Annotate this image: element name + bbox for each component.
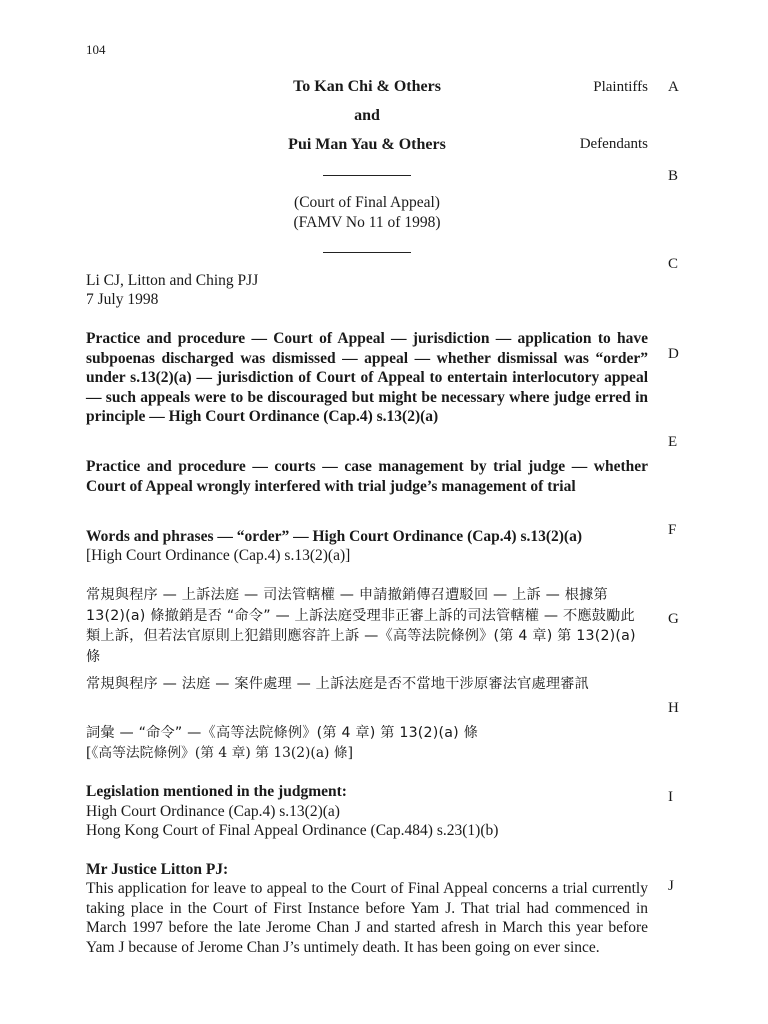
margin-letter-g: G — [668, 611, 679, 627]
margin-letter-d: D — [668, 346, 679, 362]
margin-letter-a: A — [668, 79, 679, 95]
chinese-catchword-2: 常規與程序 — 法庭 — 案件處理 — 上訴法庭是否不當地干涉原審法官處理審訊 — [86, 676, 590, 692]
margin-letter-j: J — [668, 878, 674, 894]
catchword-reference: [High Court Ordinance (Cap.4) s.13(2)(a)] — [86, 547, 351, 564]
divider-rule — [323, 252, 411, 253]
margin-letter-e: E — [668, 434, 678, 450]
margin-letter-f: F — [668, 522, 677, 538]
chinese-catchword-3: 詞彙 — “命令” —《高等法院條例》(第 4 章) 第 13(2)(a) 條 — [86, 725, 478, 741]
legislation-heading: Legislation mentioned in the judgment: — [86, 783, 347, 800]
margin-letter-h: H — [668, 700, 679, 716]
judgment-paragraph: This application for leave to appeal to the Court of Final Appeal concerns a trial currently taking place in the Court of First Instance before Yam J. That trial had commenced in March 1997 before the late Jerome Chan J and started afresh in March this year before Yam J because of Jerome Chan J’s untimely death. It has been going on ever since. — [86, 880, 648, 956]
catchword-1: Practice and procedure — Court of Appeal — jurisdiction — application to have subpoenas discharged was dismissed — appeal — whether dismissal was “order” under s.13(2)(a) — jurisdiction of Court of Appeal to entertain interlocutory appeal — such appeals were to be discouraged but might be necessary where judge erred in principle — High Court Ordinance (Cap.4) s.13(2)(a) — [86, 330, 648, 425]
defendants-role: Defendants — [579, 136, 648, 152]
plaintiffs-name: To Kan Chi & Others — [293, 78, 441, 95]
catchword-3: Words and phrases — “order” — High Court Ordinance (Cap.4) s.13(2)(a) — [86, 528, 583, 545]
margin-letter-c: C — [668, 256, 679, 272]
case-number: (FAMV No 11 of 1998) — [293, 214, 441, 231]
legislation-item: High Court Ordinance (Cap.4) s.13(2)(a) — [86, 803, 340, 820]
legislation-item: Hong Kong Court of Final Appeal Ordinance (Cap.484) s.23(1)(b) — [86, 822, 499, 839]
chinese-catchword-1: 常規與程序 — 上訴法庭 — 司法管轄權 — 申請撤銷傳召遭駁回 — 上訴 — 根據第 13(2)(a) 條撤銷是否 “命令” — 上訴法庭受理非正審上訴的司法管轄權 — 不應鼓勵此類上訴，但若法官原則上犯錯則應容許上訴 —《高等法院條例》(第 4 章) 第 13(2)(a) 條 — [86, 587, 636, 665]
margin-letter-i: I — [668, 789, 673, 805]
divider-rule — [323, 175, 411, 176]
judgment-date: 7 July 1998 — [86, 291, 159, 308]
margin-letter-b: B — [668, 168, 679, 184]
catchword-2: Practice and procedure — courts — case management by trial judge — whether Court of Appeal wrongly interfered with trial judge’s management of trial — [86, 458, 648, 495]
plaintiffs-role: Plaintiffs — [593, 79, 648, 95]
coram-judges: Li CJ, Litton and Ching PJJ — [86, 272, 259, 289]
defendants-name: Pui Man Yau & Others — [288, 136, 446, 153]
page-number: 104 — [86, 42, 106, 57]
judge-heading: Mr Justice Litton PJ: — [86, 861, 229, 878]
chinese-reference: [《高等法院條例》(第 4 章) 第 13(2)(a) 條] — [86, 745, 353, 761]
and-connector: and — [354, 107, 380, 124]
court-name: (Court of Final Appeal) — [294, 194, 440, 211]
